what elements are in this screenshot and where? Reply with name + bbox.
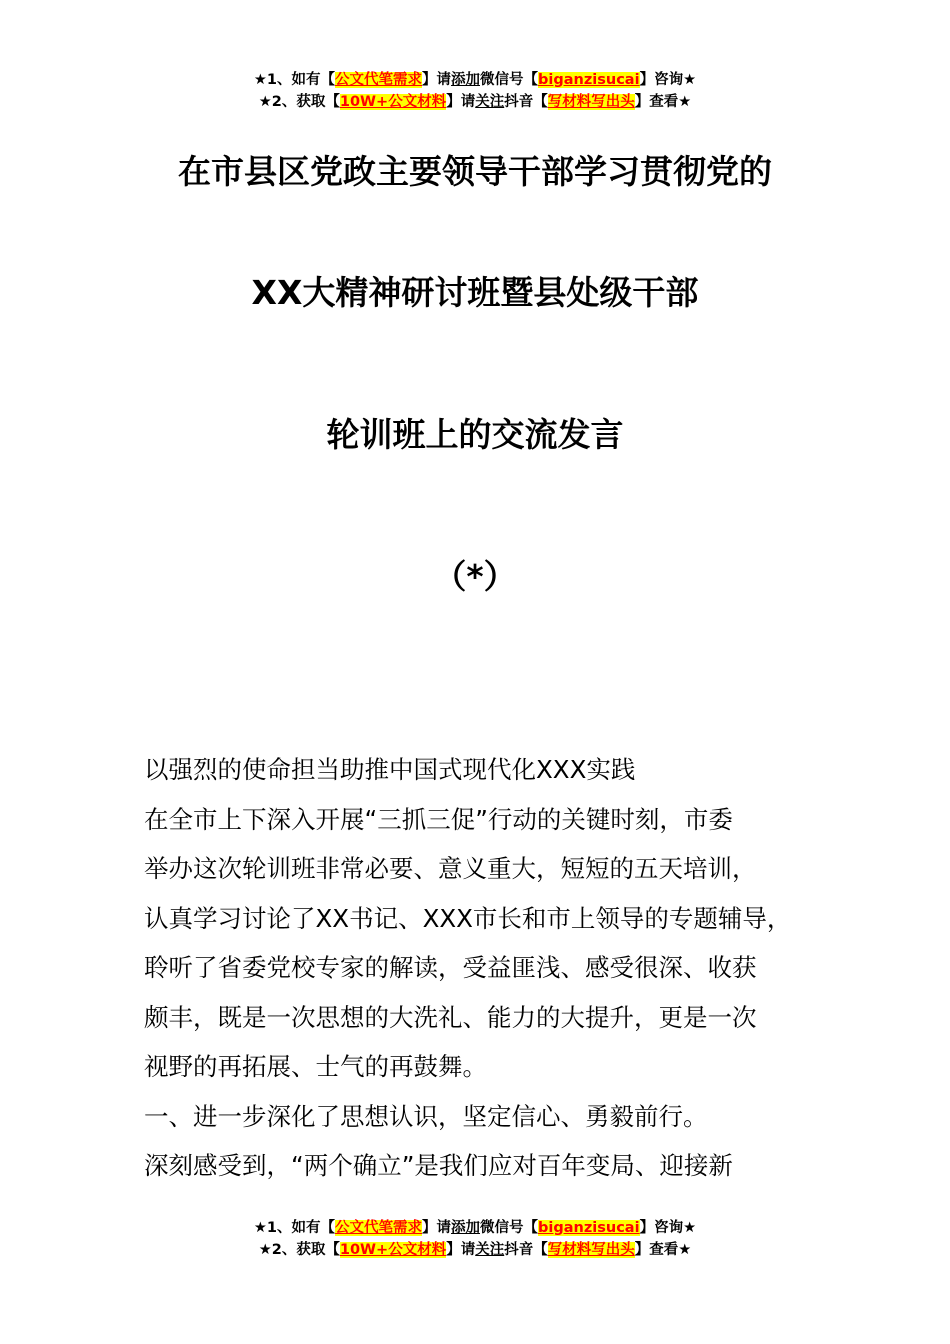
banner-line-2: ★2、获取【10W+公文材料】请关注抖音【写材料写出头】查看★ — [258, 1242, 692, 1258]
highlight-text: 公文代笔需求 — [335, 1220, 423, 1236]
banner-line-1: ★1、如有【公文代笔需求】请添加微信号【biganzisucai】咨询★ — [253, 1220, 697, 1236]
body-line: 在全市上下深入开展“三抓三促”行动的关键时刻，市委 — [144, 804, 733, 834]
section-heading: 一、进一步深化了思想认识，坚定信心、勇毅前行。 — [144, 1101, 708, 1131]
doc-title-line-3: 轮训班上的交流发言 — [326, 415, 624, 454]
highlight-text: biganzisucai — [538, 72, 640, 88]
banner-line-1: ★1、如有【公文代笔需求】请添加微信号【biganzisucai】咨询★ — [253, 72, 697, 88]
body-line: 认真学习讨论了XX书记、XXX市长和市上领导的专题辅导， — [144, 903, 792, 933]
banner-line-2: ★2、获取【10W+公文材料】请关注抖音【写材料写出头】查看★ — [258, 94, 692, 110]
highlight-text: 写材料写出头 — [547, 94, 635, 110]
body-line: 举办这次轮训班非常必要、意义重大，短短的五天培训， — [144, 854, 757, 883]
doc-title-line-1: 在市县区党政主要领导干部学习贯彻党的 — [178, 152, 772, 191]
highlight-text: 公文代笔需求 — [335, 72, 423, 88]
top-banner — [0, 69, 950, 113]
body-line: 视野的再拓展、士气的再鼓舞。 — [144, 1052, 487, 1081]
body-line: 颇丰，既是一次思想的大洗礼、能力的大提升，更是一次 — [144, 1002, 757, 1032]
highlight-text: biganzisucai — [538, 1220, 640, 1236]
body-line: 聆听了省委党校专家的解读，受益匪浅、感受很深、收获 — [144, 953, 757, 982]
doc-title-number: （*） — [433, 557, 517, 596]
doc-title-line-2: XX大精神研讨班暨县处级干部 — [251, 273, 699, 312]
highlight-text: 10W+公文材料 — [339, 1242, 447, 1258]
body-subtitle: 以强烈的使命担当助推中国式现代化XXX实践 — [144, 755, 636, 784]
document-body — [144, 745, 844, 1191]
body-line: 深刻感受到，“两个确立”是我们应对百年变局、迎接新 — [144, 1151, 733, 1180]
highlight-text: 10W+公文材料 — [339, 94, 447, 110]
bottom-banner — [0, 1217, 950, 1261]
highlight-text: 写材料写出头 — [547, 1242, 635, 1258]
